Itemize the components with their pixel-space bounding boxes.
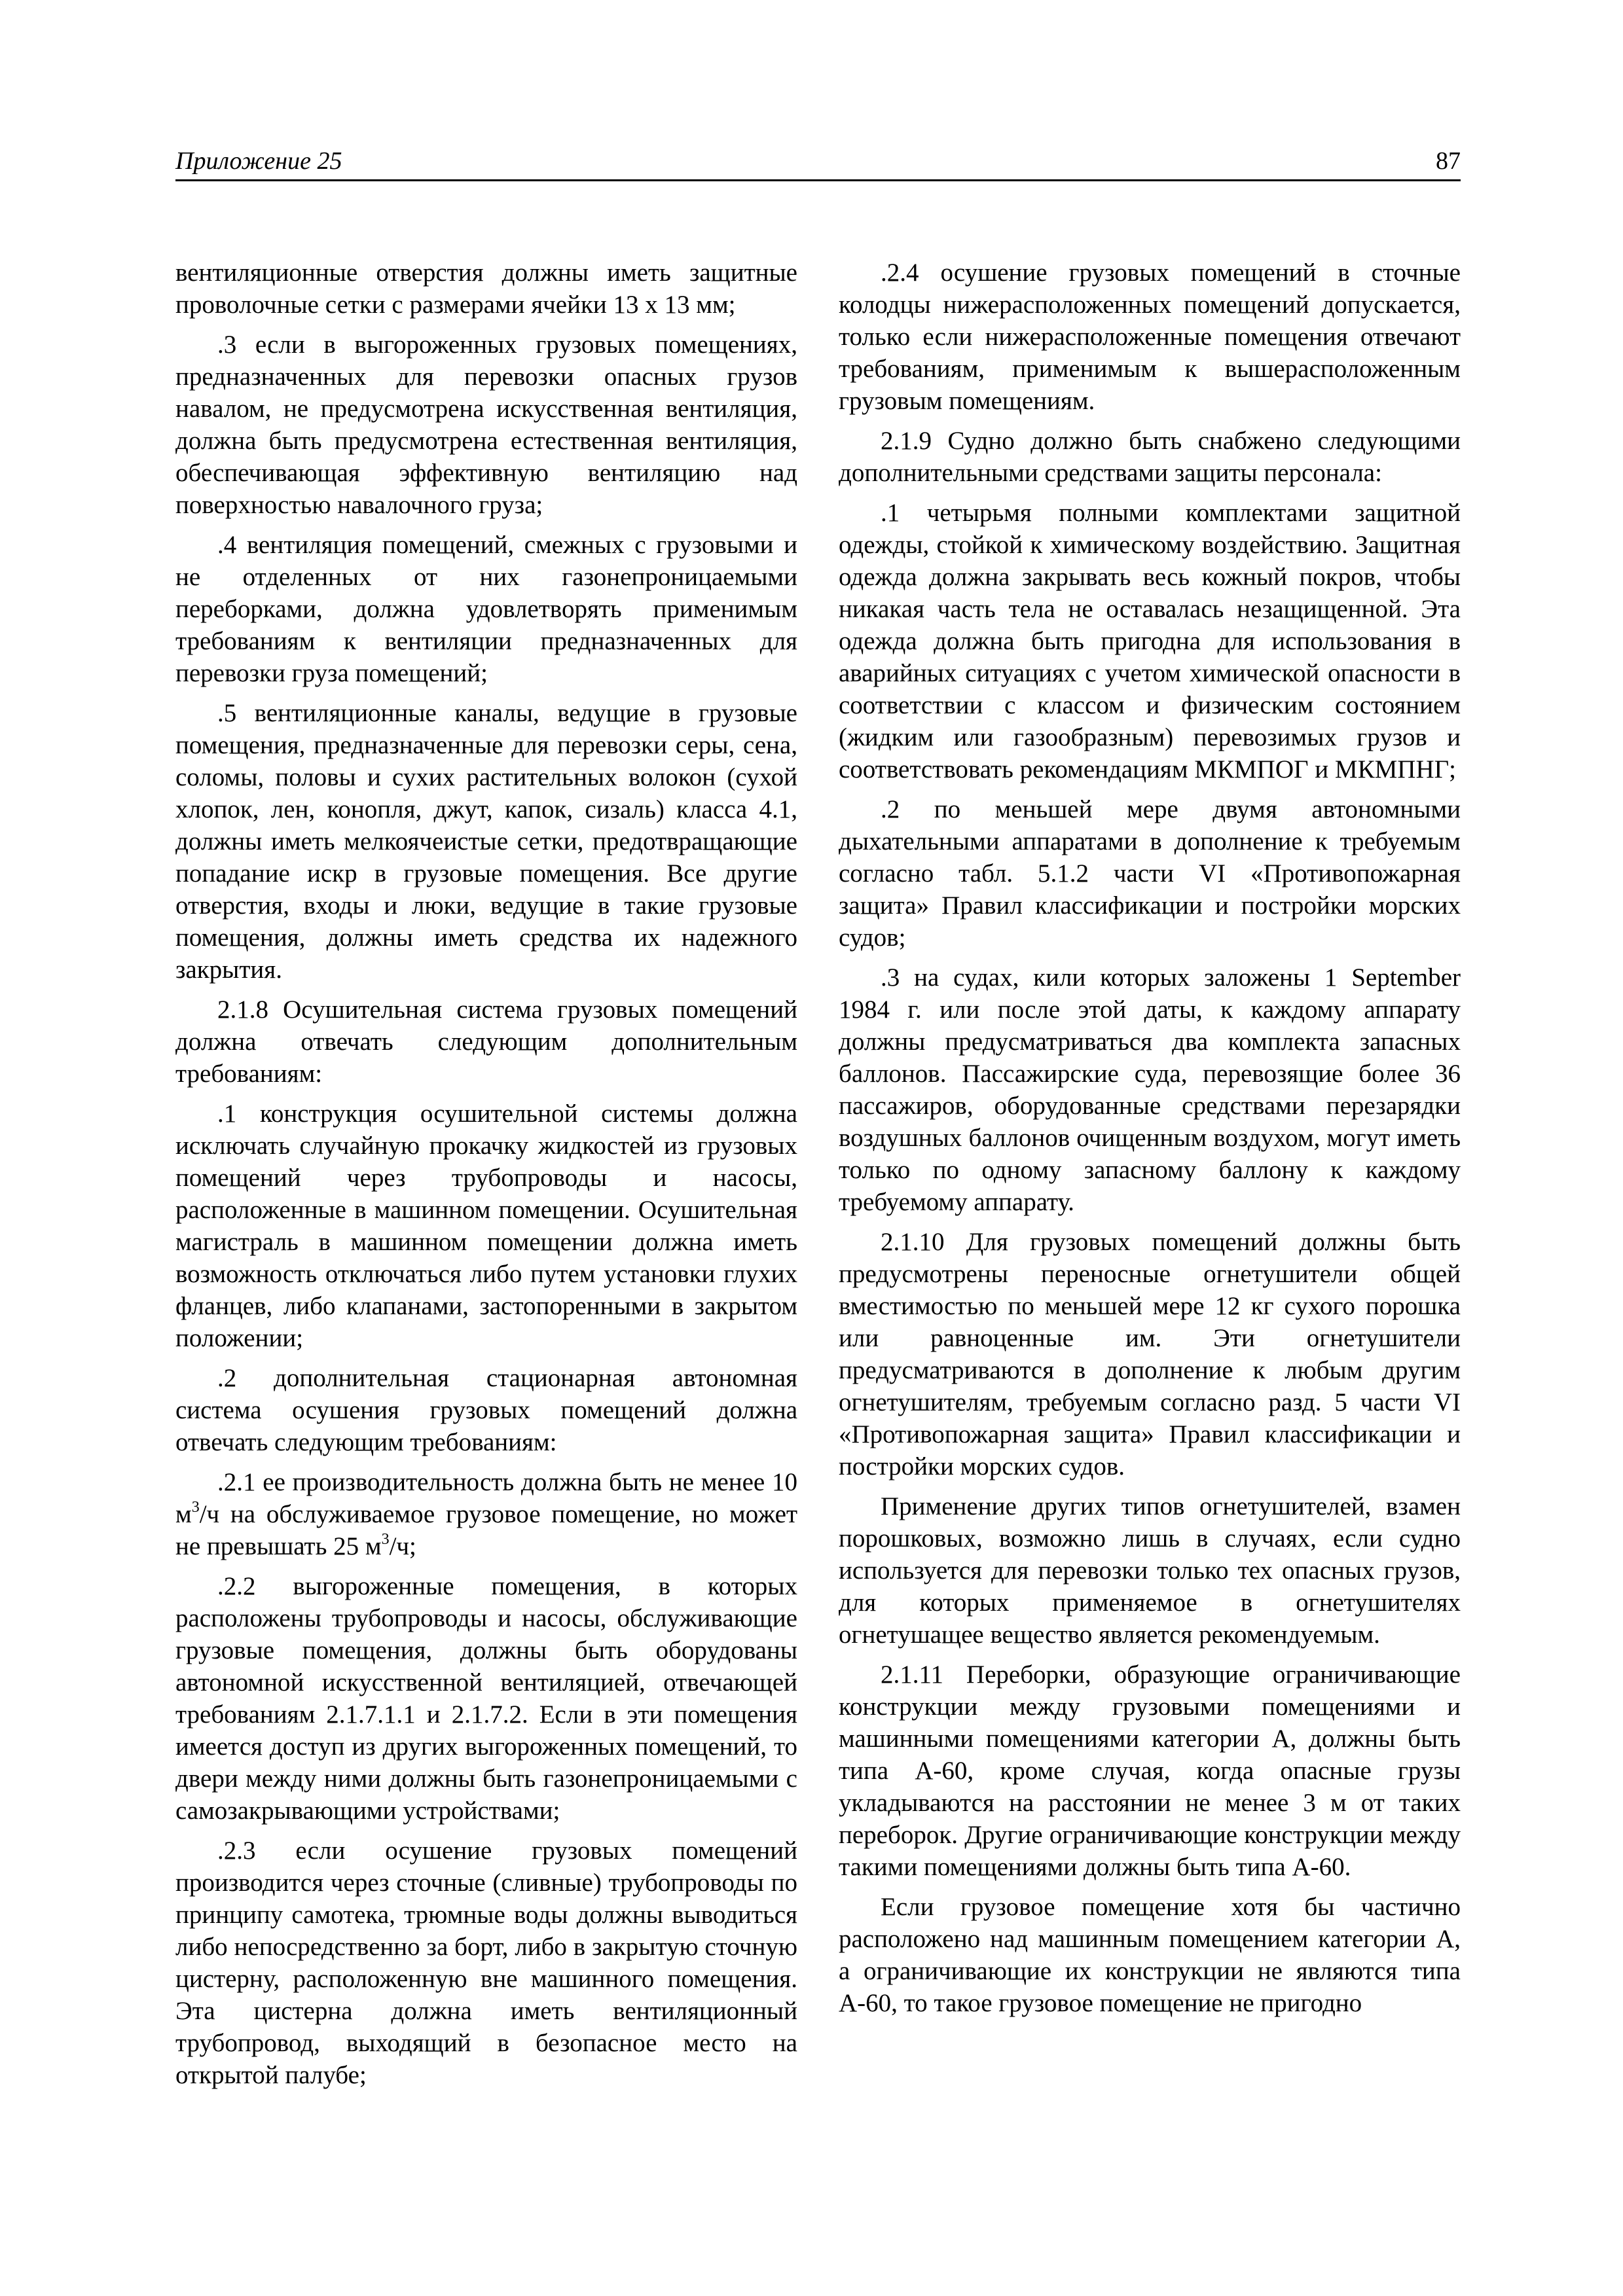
paragraph: .2.2 выгороженные помещения, в которых расположены трубопроводы и насосы, обслуживающие грузовые помещения, должны быть оборудованы автономной искусственной вентиляцией, отвечающей требованиям 2.1.7.1.1 и 2.1.7.2. Если в эти помещения имеется доступ из других выгороженных помещений, то двери между ними должны быть газонепроницаемыми с самозакрывающими устройствами; — [175, 1572, 797, 1825]
paragraph: .2 по меньшей мере двумя автономными дыхательными аппаратами в дополнение к требуемым согласно табл. 5.1.2 части VI «Противопожарная защита» Правил классификации и постройки морских судов; — [839, 795, 1461, 952]
paragraph: .2 дополнительная стационарная автономная система осушения грузовых помещений должна отвечать следующим требованиям: — [175, 1364, 797, 1456]
paragraph: .3 если в выгороженных грузовых помещениях, предназначенных для перевозки опасных грузов навалом, не предусмотрена искусственная вентиляция, должна быть предусмотрена естественная вентиляция, обеспечивающая эффективную вентиляцию над поверхностью навалочного груза; — [175, 331, 797, 519]
paragraph: 2.1.8 Осушительная система грузовых помещений должна отвечать следующим дополнительным требованиям: — [175, 996, 797, 1088]
page-header — [175, 143, 1461, 181]
paragraph: .1 четырьмя полными комплектами защитной одежды, стойкой к химическому воздействию. Защитная одежда должна закрывать весь кожный покров, чтобы никакая часть тела не оставалась незащищенной. Эта одежда должна быть пригодна для использования в аварийных ситуациях с учетом химической опасности в соответствии с классом и физическим состоянием (жидким или газообразным) перевозимых грузов и соответствовать рекомендациям МКМПОГ и МКМПНГ; — [839, 499, 1461, 783]
left-column — [175, 257, 797, 2091]
running-title: Приложение 25 — [175, 147, 342, 175]
paragraph: 2.1.10 Для грузовых помещений должны быть предусмотрены переносные огнетушители общей вместимостью по меньшей мере 12 кг сухого порошка или равноценные им. Эти огнетушители предусматриваются в дополнение к любым другим огнетушителям, требуемым согласно разд. 5 части VI «Противопожарная защита» Правил классификации и постройки морских судов. — [839, 1228, 1461, 1480]
paragraph: Применение других типов огнетушителей, взамен порошковых, возможно лишь в случаях, если судно используется для перевозки только тех опасных грузов, для которых применяемое в огнетушителях огнетушащее вещество является рекомендуемым. — [839, 1492, 1461, 1649]
paragraph: .4 вентиляция помещений, смежных с грузовыми и не отделенных от них газонепроницаемыми переборками, должна удовлетворять применимым требованиям к вентиляции предназначенных для перевозки груза помещений; — [175, 531, 797, 687]
paragraph: .2.3 если осушение грузовых помещений производится через сточные (сливные) трубопроводы по принципу самотека, трюмные воды должны выводиться либо непосредственно за борт, либо в закрытую сточную цистерну, расположенную вне машинного помещения. Эта цистерна должна иметь вентиляционный трубопровод, выходящий в безопасное место на открытой палубе; — [175, 1837, 797, 2089]
paragraph: .5 вентиляционные каналы, ведущие в грузовые помещения, предназначенные для перевозки серы, сена, соломы, половы и сухих растительных волокон (сухой хлопок, лен, конопля, джут, капок, сизаль) класса 4.1, должны иметь мелкоячеистые сетки, предотвращающие попадание искр в грузовые помещения. Все другие отверстия, входы и люки, ведущие в такие грузовые помещения, должны иметь средства их надежного закрытия. — [175, 699, 797, 984]
paragraph: вентиляционные отверстия должны иметь защитные проволочные сетки с размерами ячейки 13 x 13 мм; — [175, 259, 797, 319]
right-column — [839, 257, 1461, 2019]
paragraph: .1 конструкция осушительной системы должна исключать случайную прокачку жидкостей из грузовых помещений через трубопроводы и насосы, расположенные в машинном помещении. Осушительная магистраль в машинном помещении должна иметь возможность отключаться либо путем установки глухих фланцев, либо клапанами, застопоренными в закрытом положении; — [175, 1100, 797, 1352]
paragraph: .2.4 осушение грузовых помещений в сточные колодцы нижерасположенных помещений допускается, только если нижерасположенные помещения отвечают требованиям, применимым к вышерасположенным грузовым помещениям. — [839, 259, 1461, 415]
paragraph: Если грузовое помещение хотя бы частично расположено над машинным помещением категории А, а ограничивающие их конструкции не являются типа А-60, то такое грузовое помещение не пригодно — [839, 1893, 1461, 2017]
page-number: 87 — [1436, 147, 1461, 175]
paragraph: 2.1.9 Судно должно быть снабжено следующими дополнительными средствами защиты персонала: — [839, 427, 1461, 487]
paragraph: .3 на судах, кили которых заложены 1 September 1984 г. или после этой даты, к каждому аппарату должны предусматриваться два комплекта запасных баллонов. Пассажирские суда, перевозящие более 36 пассажиров, оборудованные средствами перезарядки воздушных баллонов очищенным воздухом, могут иметь только по одному запасному баллону к каждому требуемому аппарату. — [839, 963, 1461, 1216]
paragraph-with-units: .2.1 ее производительность должна быть не менее 10 $м^3/ч$ на обслуживаемое грузовое помещение, но может не превышать 25 $м^3/ч$; — [175, 1468, 797, 1560]
paragraph: 2.1.11 Переборки, образующие ограничивающие конструкции между грузовыми помещениями и машинными помещениями категории А, должны быть типа А-60, кроме случая, когда опасные грузы укладываются на расстоянии не менее 3 м от таких переборок. Другие ограничивающие конструкции между такими помещениями должны быть типа А-60. — [839, 1660, 1461, 1881]
